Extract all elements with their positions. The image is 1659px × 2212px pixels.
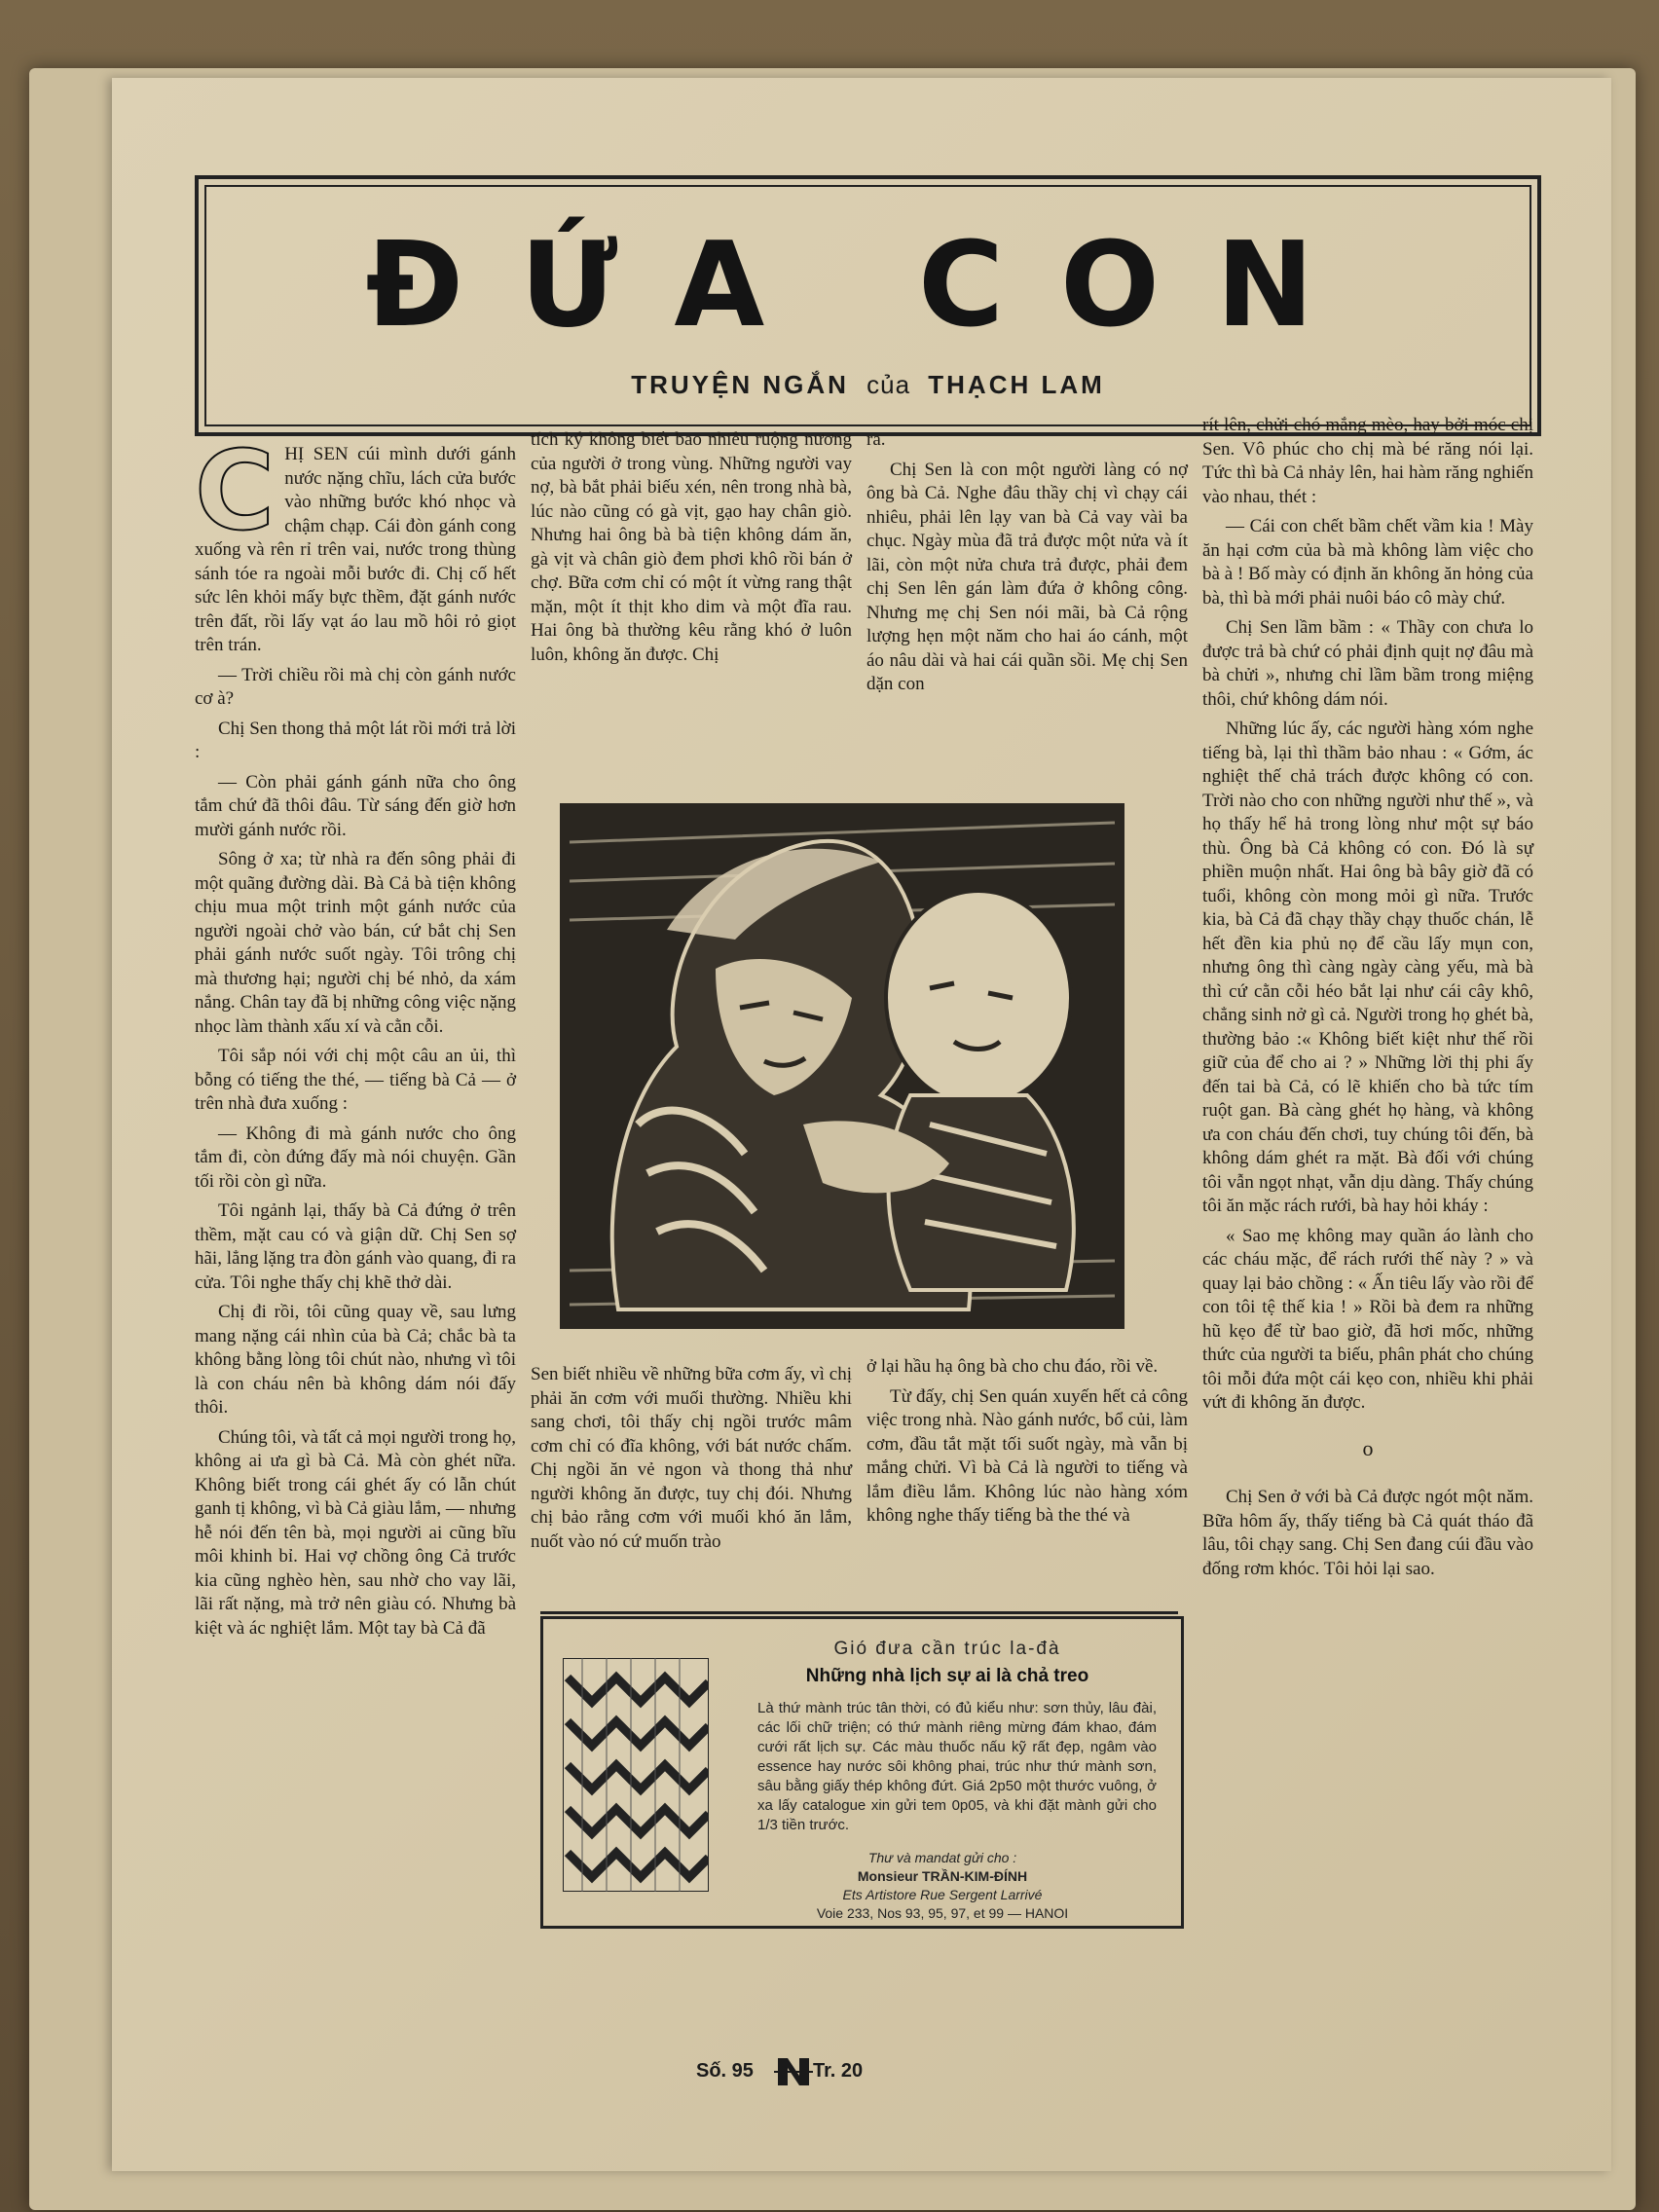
issue-number: Số. 95 bbox=[696, 2060, 754, 2082]
paragraph: Chị Sen ở với bà Cả được ngót một năm. Bữa hôm ấy, thấy tiếng bà Cả quát tháo đã lâu, tôi chạy sang. Chị Sen đang cúi đầu vào đống rơm khóc. Tôi hỏi lại sao. bbox=[1202, 1487, 1533, 1579]
column-1 bbox=[195, 428, 516, 1646]
column-3-top bbox=[866, 428, 1188, 703]
column-3-bottom bbox=[866, 1355, 1188, 1534]
ad-contact bbox=[719, 1849, 1166, 1923]
paragraph: Từ đấy, chị Sen quán xuyến hết cả công việc trong nhà. Nào gánh nước, bổ củi, làm cơm, đầu tắt mặt tối suốt ngày, mà vẫn bị mắng chửi. Vì bà Cả là người to tiếng và lắm điều lắm. Không lúc nào hàng xóm không nghe thấy tiếng bà the thé và bbox=[866, 1385, 1188, 1526]
woodcut-illustration-mother-child bbox=[560, 803, 1124, 1329]
story-title: ĐỨA CON bbox=[365, 218, 1371, 353]
paragraph: tích ký không biết bao nhiêu ruộng nương của người ở trong vùng. Những người vay nợ, bà bắt phải biếu xén, nên trong nhà bà, lúc nào cũng có gà vịt, gạo hay chân giò. Nhưng hai ông bà bà tiện không dám ăn, gà vịt và chân giò đem phơi khô rồi bán ở chợ. Bữa cơm chỉ có một ít vừng rang thật mặn, một ít thịt kho dim và một đĩa rau. Hai ông bà thường kêu rằng khó ở luôn luôn, không ăn được. Chị bbox=[531, 429, 852, 665]
ad-contact-line: Thư và mandat gửi cho : bbox=[867, 1850, 1017, 1865]
ad-headline-2: Những nhà lịch sự ai là chả treo bbox=[805, 1666, 1089, 1686]
section-break-mark: o bbox=[1362, 1435, 1374, 1460]
paragraph: « Sao mẹ không may quần áo lành cho các cháu mặc, để rách rưới thế này ? » và quay lại bảo chồng : « Ấn tiêu lấy vào rồi để con tôi tệ thế kia ! » Rồi bà đem ra những hũ kẹo để từ bao giờ, đã hơi mốc, những thức của người ta biếu, phân phát cho chúng tôi mỗi đứa một cái kẹo con, nhiều khi phải vứt đi không ăn được. bbox=[1202, 1225, 1533, 1413]
paragraph: ra. bbox=[866, 429, 886, 450]
column-2-top bbox=[531, 428, 852, 673]
paragraph: Tôi ngảnh lại, thấy bà Cả đứng ở trên thềm, mặt cau có và giận dữ. Chị Sen sợ hãi, lẳng lặng tra đòn gánh vào quang, đi ra cửa. Tôi nghe thấy chị khẽ thở dài. bbox=[195, 1200, 516, 1293]
drop-cap: C bbox=[195, 428, 276, 555]
title-box bbox=[195, 175, 1541, 436]
ad-top-rule bbox=[540, 1611, 1178, 1614]
paragraph: Sông ở xa; từ nhà ra đến sông phải đi một quãng đường dài. Bà Cả bà tiện không chịu mua một trinh một gánh nước của người ngoài chở vào bán, cứ bắt chị Sen phải gánh nước suốt ngày. Tôi trông chị mà thương hại; người chị bé nhỏ, da xám nắng. Chân tay đã bị những công việc nặng nhọc làm thành xấu xí và cằn cỗi. bbox=[195, 849, 516, 1037]
paragraph: rít lên, chửi chó mắng mèo, hay bởi móc chị Sen. Vô phúc cho chị mà bé răng nói lại. Tức thì bà Cả nhảy lên, hai hàm răng nghiến vào nhau, thét : bbox=[1202, 415, 1533, 507]
paragraph: Chị Sen thong thả một lát rồi mới trả lời : bbox=[195, 718, 516, 762]
paragraph: — Không đi mà gánh nước cho ông tắm đi, còn đứng đấy mà nói chuyện. Gần tối rồi còn gì nữa. bbox=[195, 1123, 516, 1192]
page-footer bbox=[696, 2054, 988, 2093]
paragraph: — Cái con chết bầm chết vầm kia ! Mày ăn hại cơm của bà mà không làm việc cho bà à ! Bố mày có định ăn không ăn hỏng của bà, thì bà mới phải nuôi báo cô mày chứ. bbox=[1202, 516, 1533, 608]
byline-of: của bbox=[866, 370, 911, 399]
opening-paragraph: CHỊ SEN cúi mình dưới gánh nước nặng chĩu, lách cửa bước vào những bước khó nhọc và chậm chạp. Cái đòn gánh cong xuống và rên rỉ trên vai, nước trong thùng sánh tóe ra ngoài mỗi bước đi. Chị cố hết sức lên khỏi mấy bực thềm, đặt gánh nước trên đất, rồi lấy vạt áo lau mồ hôi rỏ giọt trên trán. bbox=[195, 428, 516, 655]
paragraph: ở lại hầu hạ ông bà cho chu đáo, rồi về. bbox=[866, 1356, 1159, 1377]
paragraph: — Trời chiều rồi mà chị còn gánh nước cơ à? bbox=[195, 664, 516, 709]
ad-body-text: Là thứ mành trúc tân thời, có đủ kiểu như: sơn thủy, lâu đài, các lối chữ triện; có thứ mành riêng mừng đám khao, đám cưới rất lịch sự. Các màu thuốc nấu kỹ rất đẹp, ngâm vào essence hay nước sôi không phai, trúc như thứ mành sơn, sâu bằng giấy thép không đứt. Giá 2p50 một thước vuông, ở xa lấy catalogue xin gửi tem 0p05, và khi đặt mành gửi cho 1/3 tiền trước. bbox=[757, 1700, 1157, 1833]
story-byline bbox=[199, 370, 1537, 400]
paragraph: Chị đi rồi, tôi cũng quay về, sau lưng mang nặng cái nhìn của bà Cả; chắc bà ta không bằng lòng tôi chút nào, nhưng vì tôi là con cháu nên bà không dám nói đấy thôi. bbox=[195, 1302, 516, 1418]
paragraph: Chúng tôi, và tất cả mọi người trong họ, không ai ưa gì bà Cả. Mà còn ghét nữa. Không biết trong cái ghét ấy có lẫn chút ganh tị không, vì bà Cả giàu lắm, — nhưng hễ nói đến tên bà, mọi người ai cũng bĩu môi khinh bỉ. Hai vợ chồng ông Cả trước kia cũng nghèo hèn, sau nhờ cho vay lãi, lãi rất nặng, mà trở nên giàu có. Nhưng bà kiệt và ác nghiệt lắm. Một tay bà Cả đã bbox=[195, 1426, 516, 1639]
byline-author: THẠCH LAM bbox=[928, 370, 1105, 399]
newspaper-logo-icon bbox=[774, 2054, 813, 2089]
paragraph: Những lúc ấy, các người hàng xóm nghe tiếng bà, lại thì thầm bảo nhau : « Gớm, ác nghiệt thế chả trách được không có con. Trời nào cho con những người như thế », và họ thấy hể hả trong lòng như một sự báo thù. Ông bà Cả không có con. Đó là sự phiền muộn nhất. Hai ông bà bây giờ đã có tuổi, không còn mong mỏi gì nữa. Trước kia, bà Cả đã chạy thầy chạy thuốc chán, lễ hết đền kia phủ nọ để cầu lấy mụn con, nhưng ông thì càng ngày càng yếu, mà bà thì cứ cằn cỗi héo bắt lại như cái cây khô, chẳng sinh nở gì cả. Người trong họ ghét bà, thường bảo :« Không biết kiệt như thế rồi giữ của để cho ai ? » Những lời thị phi ấy đến tai bà Cả, có lẽ khiến cho bà tức tím ruột gan. Bà càng ghét họ hàng, và không ưa con cháu đến chơi, tuy chúng tôi đến, bà không dám ghét ra mặt. Bà đối với chúng tôi vẫn ngọt nhạt, vẫn dịu dàng. Thấy chúng tôi ăn mặc rách rưới, bà hay hỏi kháy : bbox=[1202, 719, 1533, 1216]
paragraph: — Còn phải gánh gánh nữa cho ông tắm chứ đã thôi đâu. Từ sáng đến giờ hơn mười gánh nước rồi. bbox=[195, 771, 516, 840]
ad-contact-line: Ets Artistore Rue Sergent Larrivé bbox=[842, 1887, 1043, 1902]
bamboo-blind-advertisement bbox=[540, 1616, 1184, 1929]
ad-headline-1: Gió đưa cần trúc la-đà bbox=[833, 1639, 1061, 1659]
paragraph: Chị Sen lầm bầm : « Thầy con chưa lo được trả bà chứ có phải định quịt nợ đâu mà bà chửi », nhưng chỉ lầm bầm trong miệng thôi, chứ không dám nói. bbox=[1202, 617, 1533, 710]
ad-contact-address: Voie 233, Nos 93, 95, 97, et 99 — HANOI bbox=[816, 1905, 1069, 1921]
paragraph: Tôi sắp nói với chị một câu an ủi, thì bỗng có tiếng the thé, — tiếng bà Cả — ở trên nhà đưa xuống : bbox=[195, 1046, 516, 1114]
newspaper-page bbox=[112, 78, 1611, 2171]
paragraph: Sen biết nhiều về những bữa cơm ấy, vì chị phải ăn cơm với muối thường. Nhiều khi sang chơi, tôi thấy chị ngồi trước mâm cơm chỉ có đĩa không, với bát nước chấm. Chị ngồi ăn vẻ ngon và thong thả như người không ăn được, tuy chị đói. Nhưng chị bảo rằng cơm với muối khó ăn lắm, nuốt vào nó cứ muốn trào bbox=[531, 1364, 852, 1552]
byline-genre: TRUYỆN NGẮN bbox=[631, 370, 849, 399]
bamboo-blind-pattern-image bbox=[563, 1658, 709, 1892]
ad-contact-name: Monsieur TRẦN-KIM-ĐÍNH bbox=[857, 1868, 1028, 1884]
page-number: Tr. 20 bbox=[813, 2060, 864, 2082]
column-2-bottom bbox=[531, 1363, 852, 1560]
paragraph: Chị Sen là con một người làng có nợ ông bà Cả. Nghe đâu thầy chị vì chạy cái nhiêu, phải lên lạy van bà Cả vay vài ba chục. Ngày mùa đã trả được một nửa và ít lãi, còn một nửa chưa trả được, phải đem chị Sen lên gán làm đứa ở không công. Nhưng mẹ chị Sen nói mãi, bà Cả rộng lượng hẹn một năm cho hai áo cánh, một áo nâu dài và hai cái quần sồi. Mẹ chị Sen dặn con bbox=[866, 459, 1188, 694]
column-4 bbox=[1202, 414, 1533, 1587]
